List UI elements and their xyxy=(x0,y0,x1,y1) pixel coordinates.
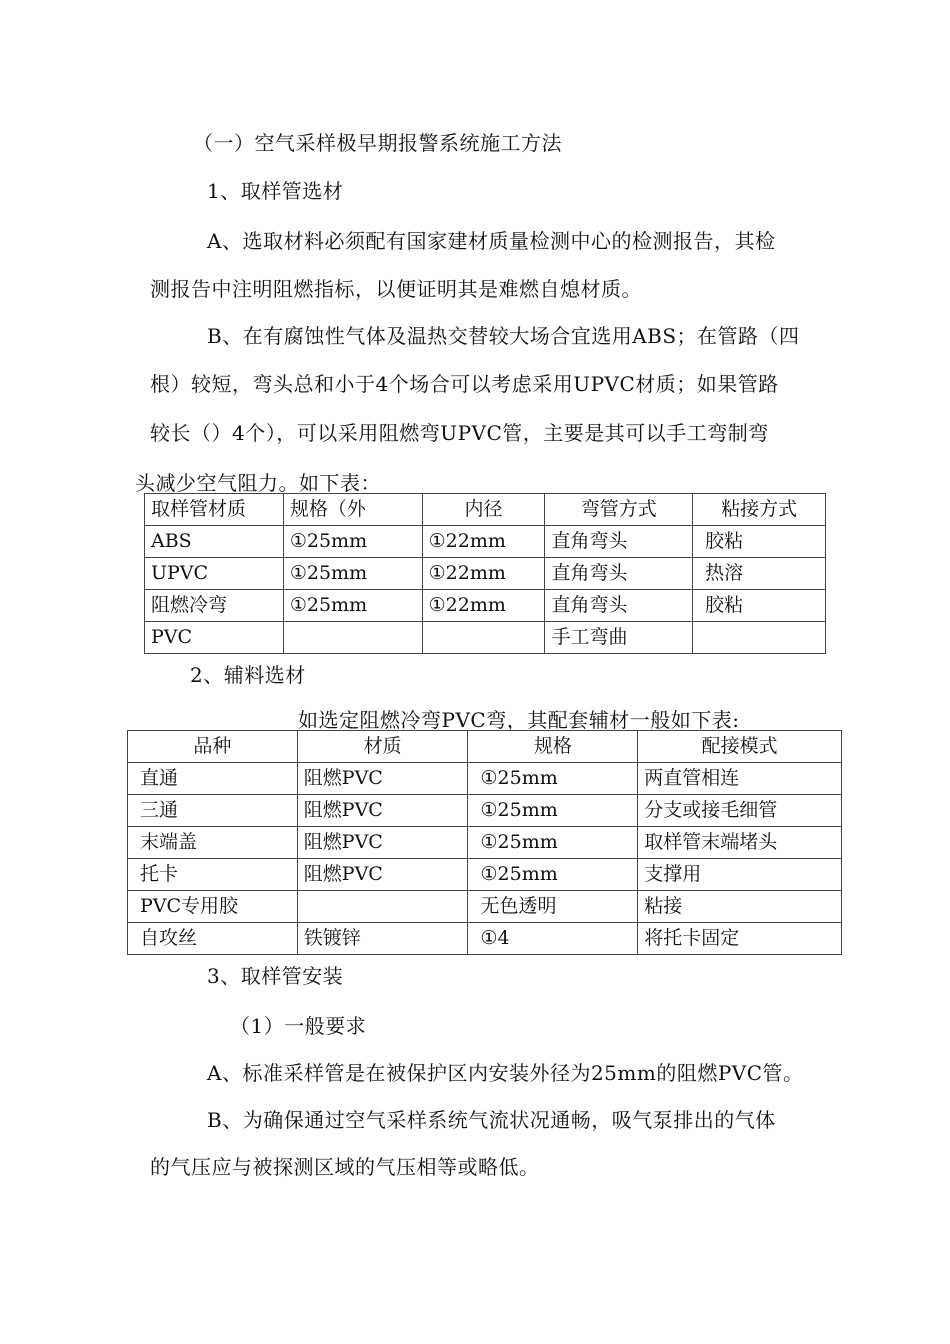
table-cell: ①25mm xyxy=(283,526,422,558)
header-cell: 规格 xyxy=(468,731,638,763)
table-cell: 分支或接毛细管 xyxy=(638,795,842,827)
table-cell: PVC专用胶 xyxy=(128,891,298,923)
header-cell: 粘接方式 xyxy=(693,494,826,526)
table-cell: 阻燃冷弯 xyxy=(145,590,284,622)
table-cell: 阻燃PVC xyxy=(297,763,468,795)
table-cell: 直角弯头 xyxy=(545,590,693,622)
table-cell: 热溶 xyxy=(693,558,826,590)
table-cell: 自攻丝 xyxy=(128,923,298,955)
table-cell: UPVC xyxy=(145,558,284,590)
paragraph-b-line2: 根）较短，弯头总和小于4个场合可以考虑采用UPVC材质；如果管路 xyxy=(150,372,779,396)
header-cell: 规格（外 xyxy=(283,494,422,526)
table-cell: ①22mm xyxy=(422,526,545,558)
paragraph-section3-b-line1: B、为确保通过空气采样系统气流状况通畅，吸气泵排出的气体 xyxy=(207,1108,776,1132)
table-cell: ①25mm xyxy=(283,590,422,622)
section-heading: （一）空气采样极早期报警系统施工方法 xyxy=(193,131,562,155)
table-cell: 无色透明 xyxy=(468,891,638,923)
header-cell: 弯管方式 xyxy=(545,494,693,526)
table-row xyxy=(128,859,842,891)
table-cell: ①25mm xyxy=(468,827,638,859)
table-cell: 阻燃PVC xyxy=(297,795,468,827)
section2-intro: 如选定阻燃冷弯PVC弯，其配套辅材一般如下表: xyxy=(298,708,740,732)
table-cell: 取样管末端堵头 xyxy=(638,827,842,859)
table-row xyxy=(145,526,826,558)
table-cell: 三通 xyxy=(128,795,298,827)
paragraph-a-line1: A、选取材料必须配有国家建材质量检测中心的检测报告，其检 xyxy=(207,229,776,253)
section2-title: 2、辅料选材 xyxy=(190,663,306,687)
table-cell: ①25mm xyxy=(468,763,638,795)
section3-title: 3、取样管安装 xyxy=(207,964,344,988)
paragraph-a-line2: 测报告中注明阻燃指标，以便证明其是难燃自熄材质。 xyxy=(150,277,642,301)
table-cell: ①22mm xyxy=(422,558,545,590)
paragraph-b-line3: 较长（）4个），可以采用阻燃弯UPVC管，主要是其可以手工弯制弯 xyxy=(150,421,769,445)
table-header-row xyxy=(128,731,842,763)
table-cell: 托卡 xyxy=(128,859,298,891)
table-cell: 直通 xyxy=(128,763,298,795)
table-row xyxy=(128,923,842,955)
table-cell xyxy=(283,622,422,654)
subsection-general-requirements: （1）一般要求 xyxy=(230,1014,367,1038)
table-cell: ①4 xyxy=(468,923,638,955)
table-cell: 手工弯曲 xyxy=(545,622,693,654)
table-cell: 两直管相连 xyxy=(638,763,842,795)
table-cell: 直角弯头 xyxy=(545,558,693,590)
header-cell: 材质 xyxy=(297,731,468,763)
table-cell: 粘接 xyxy=(638,891,842,923)
table-cell xyxy=(422,622,545,654)
table-cell: 阻燃PVC xyxy=(297,859,468,891)
header-cell: 品种 xyxy=(128,731,298,763)
paragraph-section3-a: A、标准采样管是在被保护区内安装外径为25mm的阻燃PVC管。 xyxy=(207,1061,804,1085)
header-cell: 取样管材质 xyxy=(145,494,284,526)
table-row xyxy=(145,558,826,590)
table-cell: 直角弯头 xyxy=(545,526,693,558)
table-row xyxy=(128,827,842,859)
table-cell: 末端盖 xyxy=(128,827,298,859)
table-cell: PVC xyxy=(145,622,284,654)
table-cell: ①25mm xyxy=(468,859,638,891)
table-row xyxy=(128,891,842,923)
table-row xyxy=(145,590,826,622)
header-cell: 内径 xyxy=(422,494,545,526)
paragraph-b-line4: 头减少空气阻力。如下表： xyxy=(135,471,381,495)
table-cell: 支撑用 xyxy=(638,859,842,891)
table-cell: ABS xyxy=(145,526,284,558)
table-cell xyxy=(297,891,468,923)
paragraph-section3-b-line2: 的气压应与被探测区域的气压相等或略低。 xyxy=(150,1155,540,1179)
table-cell: 胶粘 xyxy=(693,590,826,622)
table-cell: 将托卡固定 xyxy=(638,923,842,955)
table-row xyxy=(128,795,842,827)
sampling-pipe-material-table xyxy=(144,493,826,654)
table-row xyxy=(128,763,842,795)
paragraph-b-line1: B、在有腐蚀性气体及温热交替较大场合宜选用ABS；在管路（四 xyxy=(207,324,800,348)
table-cell: ①25mm xyxy=(468,795,638,827)
table-cell: ①22mm xyxy=(422,590,545,622)
table-cell: 铁镀锌 xyxy=(297,923,468,955)
table-cell: 阻燃PVC xyxy=(297,827,468,859)
section1-title: 1、取样管选材 xyxy=(207,179,344,203)
table-header-row xyxy=(145,494,826,526)
table-row xyxy=(145,622,826,654)
table-cell xyxy=(693,622,826,654)
header-cell: 配接模式 xyxy=(638,731,842,763)
table-cell: ①25mm xyxy=(283,558,422,590)
accessory-material-table xyxy=(127,730,842,955)
table-cell: 胶粘 xyxy=(693,526,826,558)
